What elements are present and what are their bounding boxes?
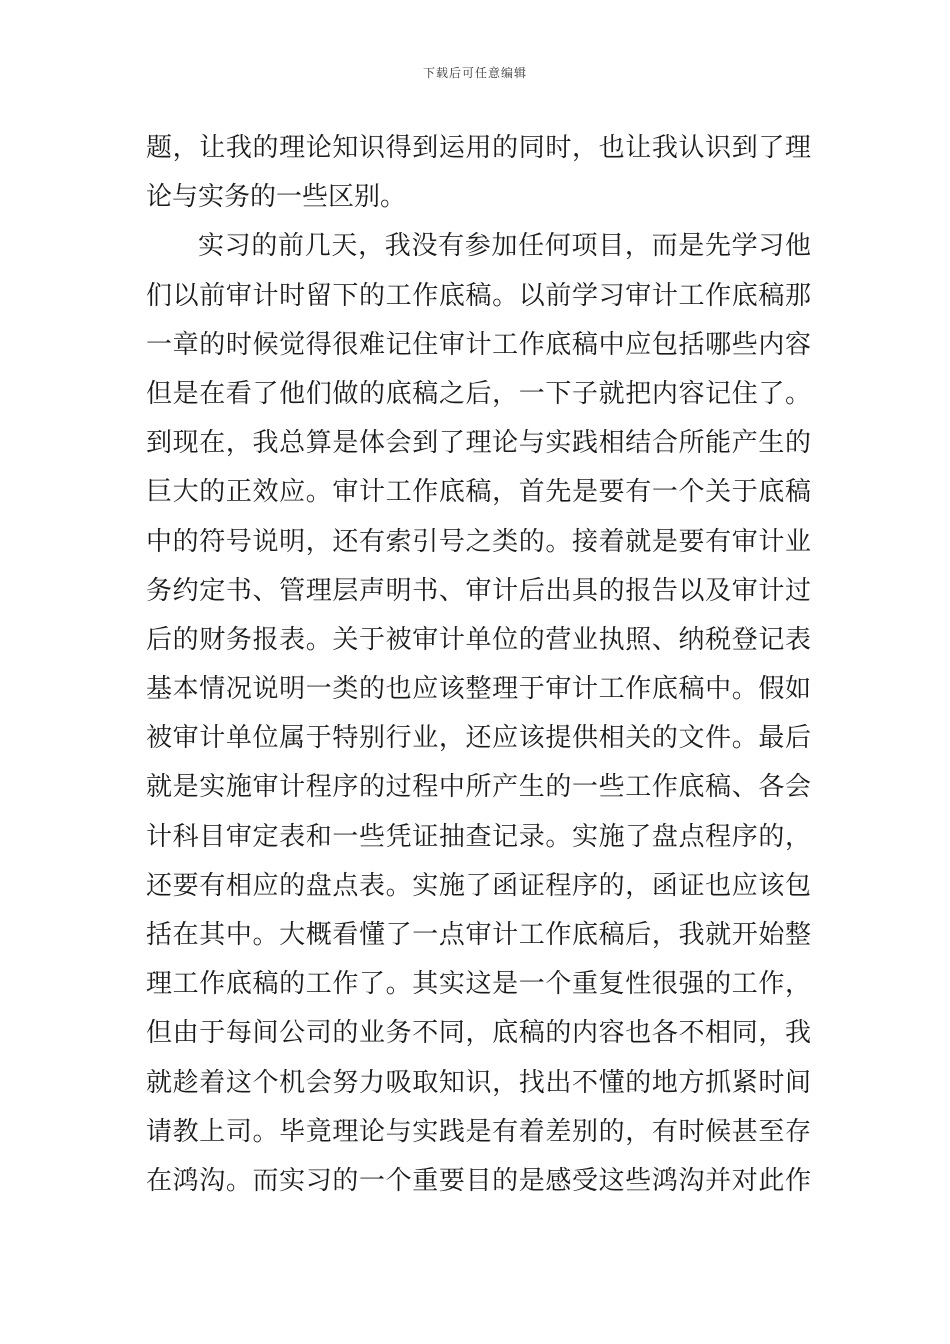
- body-text: [146, 124, 811, 1206]
- text-line: 就是实施审计程序的过程中所产生的一些工作底稿、各会: [146, 772, 811, 803]
- text-line: 巨大的正效应。审计工作底稿，首先是要有一个关于底稿: [146, 477, 811, 508]
- text-line: 到现在，我总算是体会到了理论与实践相结合所能产生的: [146, 428, 811, 459]
- text-line: 们以前审计时留下的工作底稿。以前学习审计工作底稿那: [146, 280, 811, 311]
- text-line: 务约定书、管理层声明书、审计后出具的报告以及审计过: [146, 575, 811, 606]
- page-header: 下载后可任意编辑: [422, 66, 527, 80]
- text-line: 后的财务报表。关于被审计单位的营业执照、纳税登记表: [146, 624, 811, 655]
- text-line: 在鸿沟。而实习的一个重要目的是感受这些鸿沟并对此作: [146, 1165, 811, 1196]
- text-line: 就趁着这个机会努力吸取知识，找出不懂的地方抓紧时间: [146, 1067, 811, 1098]
- text-line: 计科目审定表和一些凭证抽查记录。实施了盘点程序的，: [146, 821, 811, 852]
- text-line: 基本情况说明一类的也应该整理于审计工作底稿中。假如: [146, 674, 811, 705]
- text-line: 请教上司。毕竟理论与实践是有着差别的，有时候甚至存: [146, 1116, 811, 1147]
- text-line: 论与实务的一些区别。: [146, 182, 407, 213]
- text-line: 括在其中。大概看懂了一点审计工作底稿后，我就开始整: [146, 920, 811, 950]
- text-line: 题，让我的理论知识得到运用的同时，也让我认识到了理: [146, 133, 811, 163]
- text-line: 但由于每间公司的业务不同，底稿的内容也各不相同，我: [146, 1018, 811, 1049]
- text-line: 理工作底稿的工作了。其实这是一个重复性很强的工作，: [146, 969, 811, 1000]
- text-line: 实习的前几天，我没有参加任何项目，而是先学习他: [198, 231, 811, 262]
- text-line: 被审计单位属于特别行业，还应该提供相关的文件。最后: [146, 723, 811, 754]
- text-line: 还要有相应的盘点表。实施了函证程序的，函证也应该包: [146, 870, 811, 901]
- text-line: 但是在看了他们做的底稿之后，一下子就把内容记住了。: [146, 378, 811, 409]
- text-line: 中的符号说明，还有索引号之类的。接着就是要有审计业: [146, 526, 811, 557]
- text-line: 一章的时候觉得很难记住审计工作底稿中应包括哪些内容: [146, 329, 811, 360]
